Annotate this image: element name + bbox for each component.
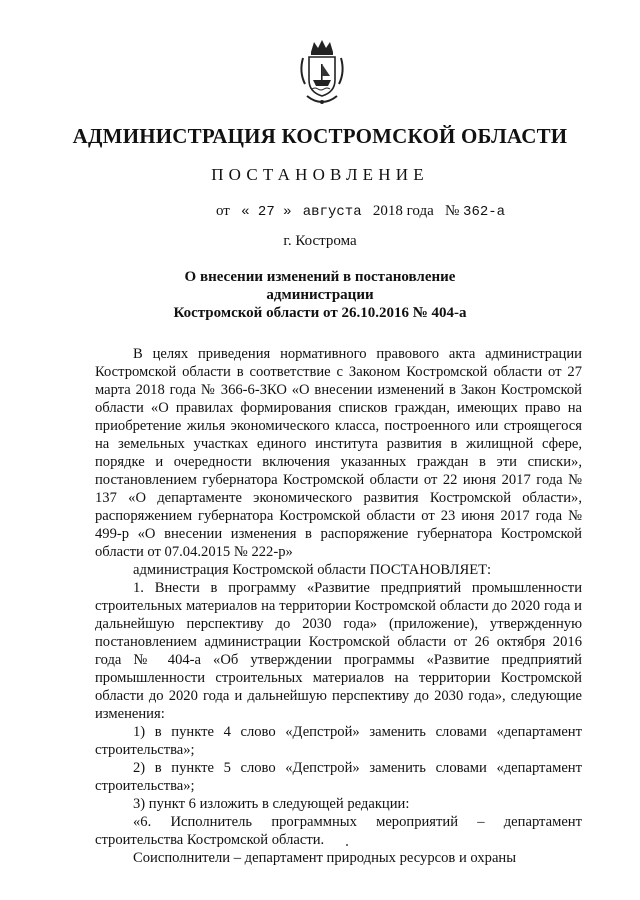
quote-paragraph: «6. Исполнитель программных мероприятий – департамент строительства Костромской области.	[95, 814, 582, 848]
date-year: 2018 года	[372, 203, 434, 219]
document-number: 362-а	[463, 204, 506, 220]
scan-speck	[346, 844, 348, 846]
subitem-2-paragraph: 2) в пункте 5 слово «Депстрой» заменить словами «департамент строительства»;	[95, 760, 582, 794]
date-month: августа	[302, 204, 362, 220]
item-1-paragraph: 1. Внести в программу «Развитие предприятий промышленности строительных материалов на территории Костромской области до 2020 года и дальнейшую перспективу до 2030 года» (приложение), утвержденную постановлением администрации Костромской области от 26 октября 2016 года № 404-а «Об утверждении программы «Развитие предприятий промышленности строительных материалов на территории Костромской области до 2020 года и дальнейшую перспективу до 2030 года», следующие изменения:	[95, 580, 582, 722]
preamble-paragraph: В целях приведения нормативного правового акта администрации Костромской области в соответствие с Законом Костромской области от 27 марта 2018 года № 366-6-ЗКО «О внесении изменений в Закон Костромской области «О правилах формирования списков граждан, имеющих право на приобретение жилья экономического класса, построенного или строящегося на земельных участках единого института развития в жилищной сфере, порядке и очередности включения указанных граждан в эти списки», постановлением губернатора Костромской области от 22 июня 2017 года № 137 «О департаменте экономического развития Костромской области», распоряжением губернатора Костромской области от 23 июня 2017 года № 499-р «О внесении изменения в распоряжение губернатора Костромской области от 07.04.2015 № 222-р»	[95, 346, 582, 560]
subitem-1-paragraph: 1) в пункте 4 слово «Депстрой» заменить словами «департамент строительства»;	[95, 724, 582, 758]
document-date-number	[216, 203, 505, 220]
organization-title: АДМИНИСТРАЦИЯ КОСТРОМСКОЙ ОБЛАСТИ	[72, 124, 568, 148]
subject-line: Костромской области от 26.10.2016 № 404-а	[173, 305, 467, 321]
document-body	[95, 345, 582, 867]
city: г. Кострома	[283, 233, 357, 249]
document-type: ПОСТАНОВЛЕНИЕ	[211, 165, 429, 184]
resolves-paragraph: администрация Костромской области ПОСТАНОВЛЯЕТ:	[133, 562, 492, 578]
date-prefix: от	[216, 203, 230, 219]
subject-line: О внесении изменений в постановление администрации	[184, 269, 456, 303]
number-label: №	[444, 203, 460, 219]
coat-of-arms-icon	[297, 38, 347, 110]
date-day: « 27 »	[241, 204, 292, 220]
document-subject	[150, 268, 490, 322]
subitem-3-paragraph: 3) пункт 6 изложить в следующей редакции:	[133, 796, 410, 812]
coexecutors-paragraph: Соисполнители – департамент природных ресурсов и охраны	[133, 850, 517, 866]
